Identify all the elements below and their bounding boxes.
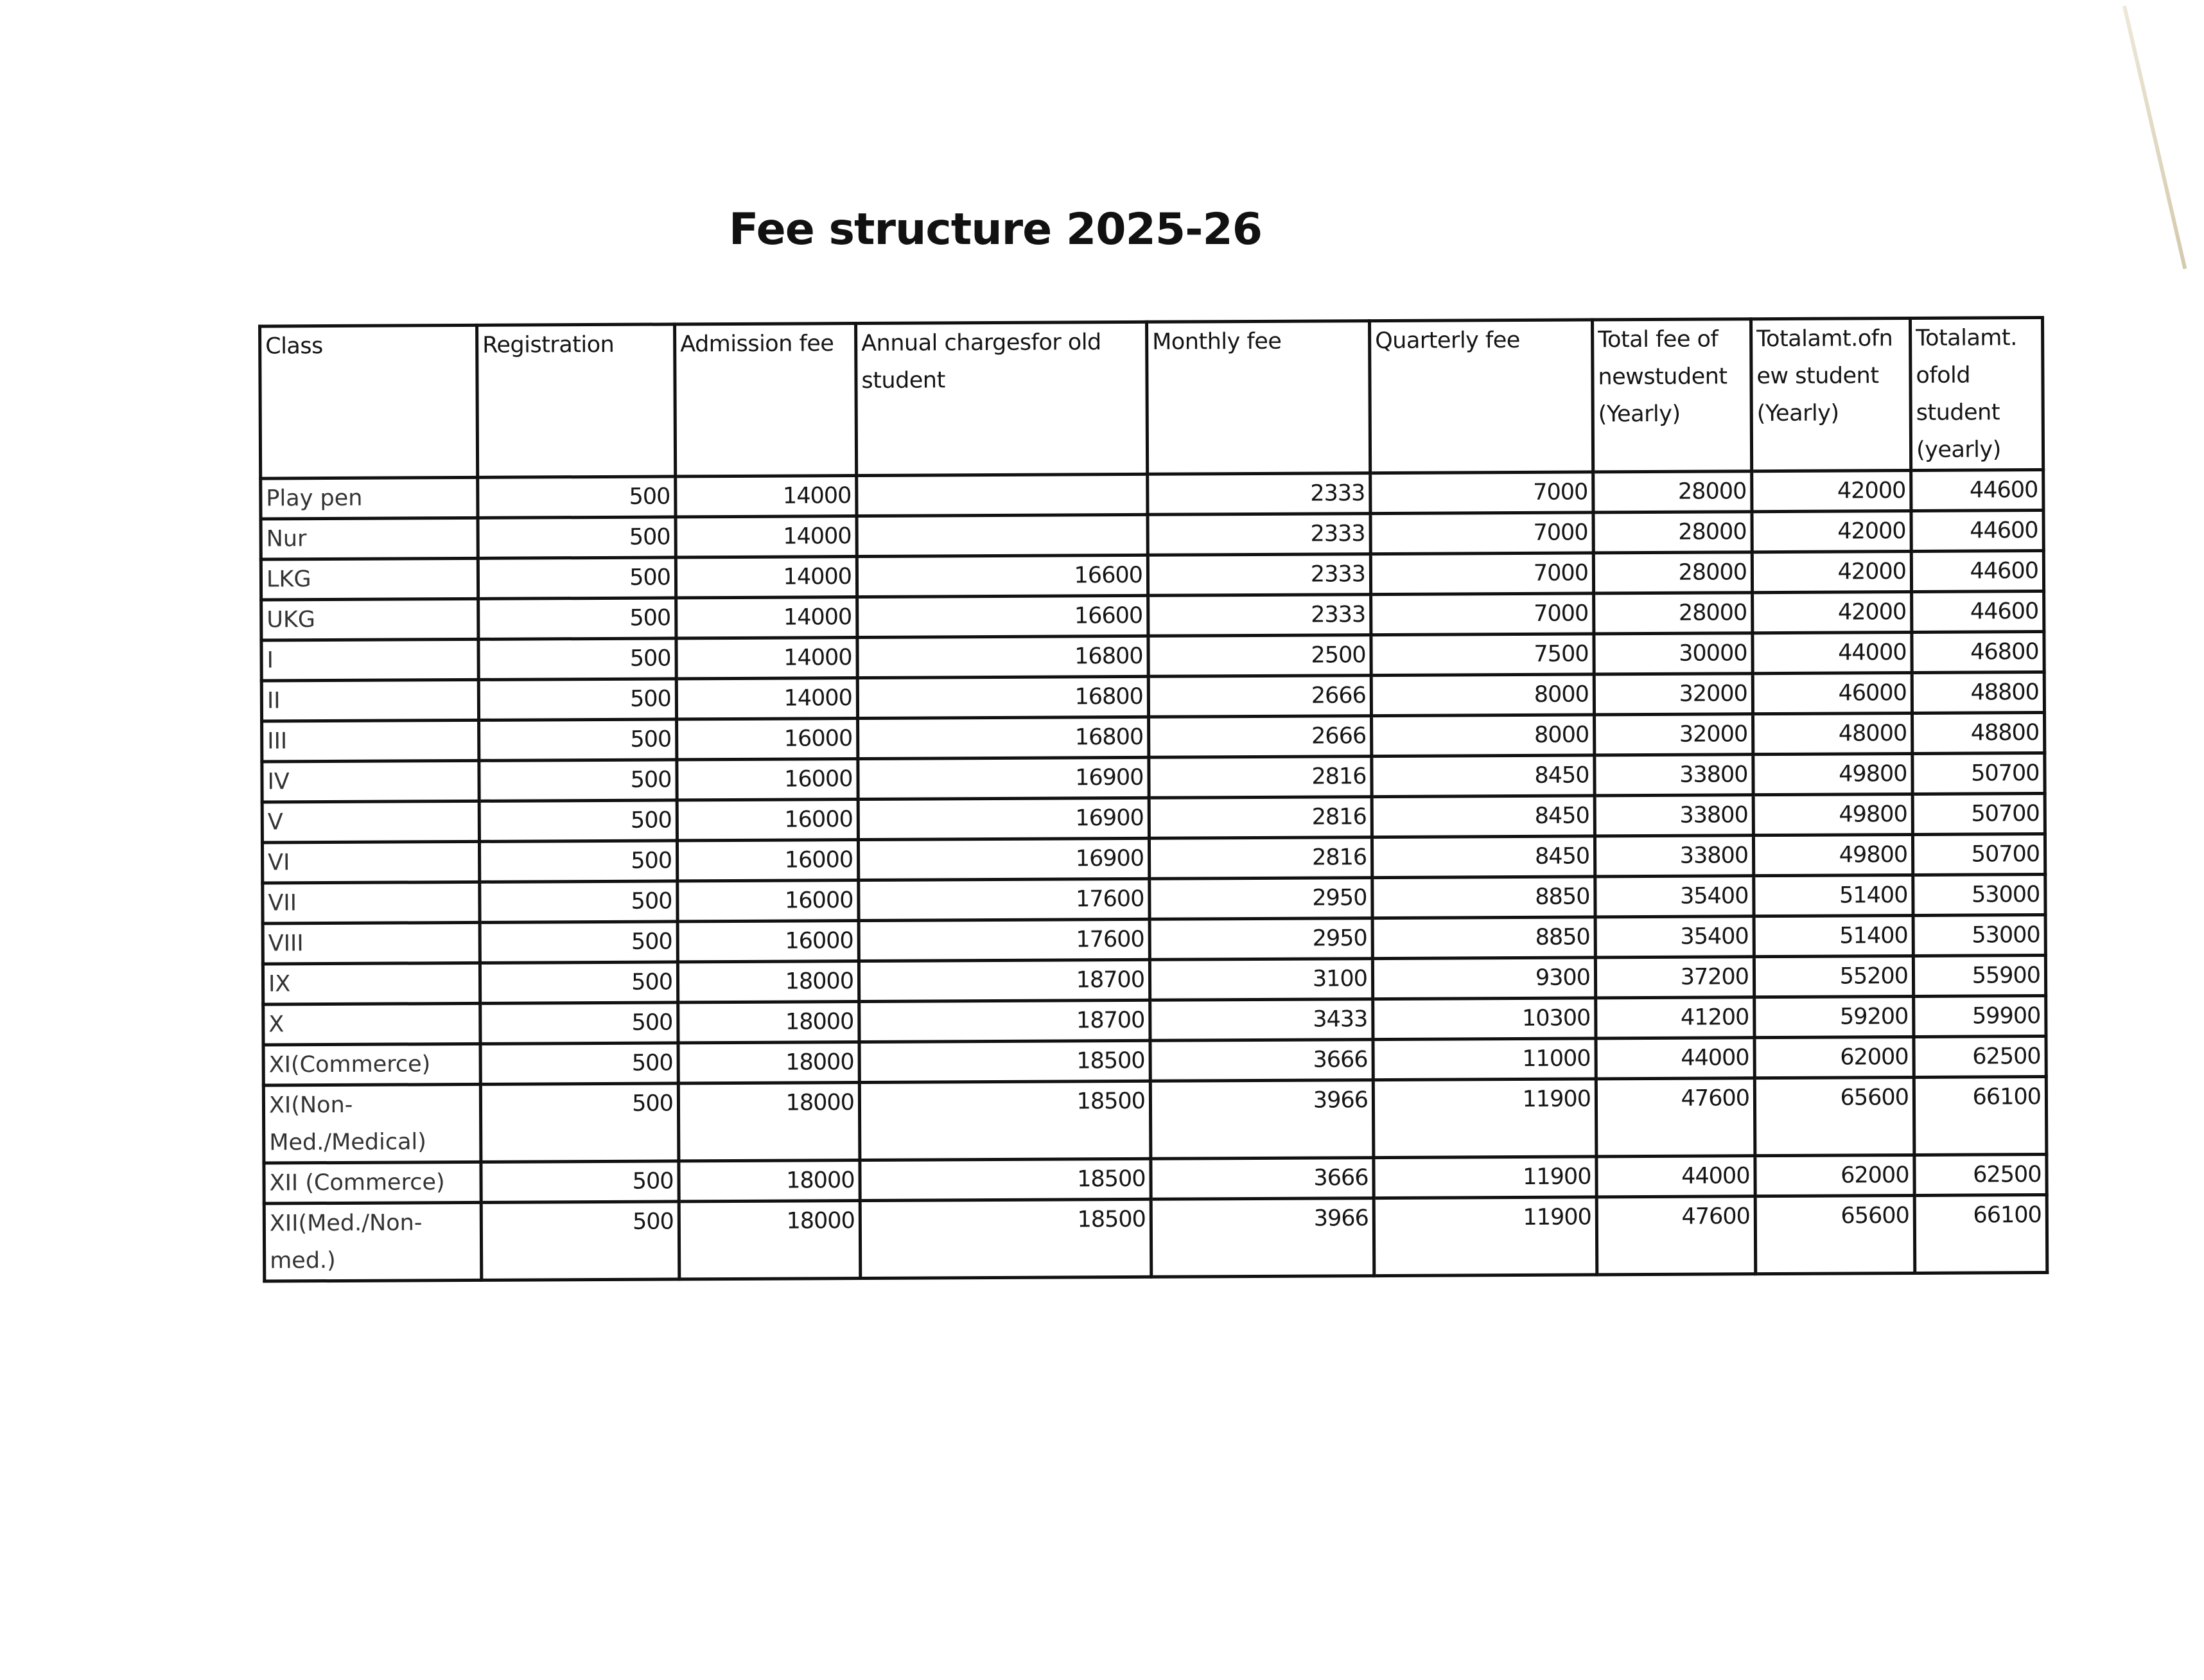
cell-quarterly-fee: 7500 <box>1371 634 1594 676</box>
cell-total-new-student: 28000 <box>1593 552 1752 593</box>
cell-monthly-fee: 3666 <box>1151 1158 1374 1200</box>
cell-registration: 500 <box>480 1002 678 1044</box>
cell-admission-fee: 18000 <box>678 1042 859 1083</box>
cell-total-amt-old-student: 48800 <box>1912 672 2044 713</box>
cell-quarterly-fee: 8850 <box>1372 877 1595 918</box>
cell-total-new-student: 33800 <box>1595 795 1753 836</box>
cell-class: IV <box>262 760 479 802</box>
cell-registration: 500 <box>479 800 677 842</box>
cell-class: IX <box>263 963 480 1004</box>
cell-total-new-student: 41200 <box>1596 997 1754 1038</box>
header-registration: Registration <box>477 324 676 478</box>
cell-class: V <box>262 801 479 843</box>
cell-total-amt-old-student: 53000 <box>1913 914 2045 956</box>
cell-monthly-fee: 3100 <box>1150 959 1372 1001</box>
cell-monthly-fee: 2666 <box>1148 676 1371 717</box>
cell-total-amt-old-student: 62500 <box>1914 1036 2046 1077</box>
cell-total-amt-new-student: 65600 <box>1754 1077 1914 1155</box>
cell-annual-charges: 18500 <box>859 1081 1151 1160</box>
cell-class: XI(Commerce) <box>263 1044 480 1085</box>
cell-quarterly-fee: 7000 <box>1370 553 1593 595</box>
cell-total-new-student: 33800 <box>1595 836 1753 877</box>
cell-monthly-fee: 3666 <box>1150 1040 1373 1081</box>
cell-admission-fee: 16000 <box>677 759 858 800</box>
cell-monthly-fee: 2500 <box>1148 635 1371 677</box>
cell-admission-fee: 18000 <box>678 1083 860 1161</box>
header-admission-fee: Admission fee <box>675 324 857 477</box>
cell-registration: 500 <box>480 922 678 963</box>
cell-registration: 500 <box>478 598 676 640</box>
page-title: Fee structure 2025-26 <box>728 204 1263 255</box>
cell-quarterly-fee: 7000 <box>1370 512 1593 554</box>
header-total-new-student: Total fee of newstudent (Yearly) <box>1593 319 1752 472</box>
cell-total-amt-old-student: 44600 <box>1911 469 2043 511</box>
cell-monthly-fee: 2333 <box>1148 473 1370 515</box>
cell-class: I <box>261 639 478 681</box>
cell-total-amt-new-student: 65600 <box>1755 1195 1915 1273</box>
cell-annual-charges: 16800 <box>857 636 1148 678</box>
cell-total-amt-new-student: 55200 <box>1754 956 1913 997</box>
cell-annual-charges: 16900 <box>858 757 1149 799</box>
header-class: Class <box>260 325 478 478</box>
cell-registration: 500 <box>480 1043 678 1085</box>
cell-total-new-student: 33800 <box>1595 755 1753 796</box>
cell-monthly-fee: 2816 <box>1149 837 1372 879</box>
cell-total-amt-new-student: 51400 <box>1754 875 1913 916</box>
cell-registration: 500 <box>480 1083 679 1162</box>
cell-total-new-student: 35400 <box>1595 876 1754 917</box>
cell-registration: 500 <box>480 881 678 923</box>
cell-annual-charges: 18700 <box>859 959 1150 1001</box>
cell-quarterly-fee: 8450 <box>1372 796 1595 837</box>
cell-total-amt-old-student: 59900 <box>1914 995 2046 1037</box>
cell-admission-fee: 16000 <box>678 921 859 962</box>
cell-total-amt-new-student: 42000 <box>1752 470 1911 511</box>
cell-total-amt-new-student: 48000 <box>1753 713 1912 754</box>
cell-total-amt-new-student: 42000 <box>1753 591 1912 633</box>
cell-registration: 500 <box>481 1202 679 1281</box>
header-total-amt-old-student: Totalamt. ofold student (yearly) <box>1911 317 2043 470</box>
cell-annual-charges <box>857 474 1148 516</box>
cell-quarterly-fee: 10300 <box>1373 998 1596 1040</box>
cell-annual-charges <box>857 514 1148 556</box>
cell-quarterly-fee: 8450 <box>1372 836 1595 878</box>
cell-monthly-fee: 2333 <box>1148 514 1370 556</box>
cell-total-amt-old-student: 50700 <box>1912 793 2045 834</box>
cell-class: LKG <box>261 558 478 600</box>
cell-quarterly-fee: 11000 <box>1373 1038 1596 1080</box>
cell-total-new-student: 44000 <box>1596 1156 1755 1197</box>
cell-total-new-student: 28000 <box>1593 512 1752 553</box>
cell-class: Nur <box>261 518 478 559</box>
cell-annual-charges: 18500 <box>860 1159 1151 1200</box>
cell-monthly-fee: 3966 <box>1151 1198 1374 1277</box>
cell-total-amt-old-student: 66100 <box>1914 1076 2047 1155</box>
header-annual-charges: Annual chargesfor old student <box>856 322 1148 475</box>
cell-class: VII <box>263 882 480 923</box>
cell-total-amt-new-student: 42000 <box>1752 511 1911 552</box>
cell-total-new-student: 44000 <box>1596 1038 1754 1079</box>
cell-admission-fee: 14000 <box>676 597 857 638</box>
cell-admission-fee: 18000 <box>678 1002 859 1043</box>
cell-annual-charges: 16900 <box>858 838 1149 880</box>
cell-annual-charges: 16600 <box>857 595 1148 637</box>
cell-monthly-fee: 2950 <box>1150 878 1372 920</box>
cell-class: XII(Med./Non-med.) <box>264 1202 482 1281</box>
cell-admission-fee: 18000 <box>679 1160 860 1202</box>
cell-monthly-fee: 3433 <box>1150 999 1373 1041</box>
cell-admission-fee: 14000 <box>676 678 857 719</box>
cell-class: VI <box>262 841 479 883</box>
cell-annual-charges: 18500 <box>860 1199 1151 1278</box>
cell-admission-fee: 14000 <box>676 557 857 598</box>
cell-annual-charges: 16800 <box>858 717 1149 758</box>
cell-total-new-student: 47600 <box>1596 1196 1756 1275</box>
cell-registration: 500 <box>478 638 676 680</box>
cell-total-amt-old-student: 48800 <box>1912 712 2045 753</box>
cell-registration: 500 <box>481 1161 679 1203</box>
cell-total-amt-old-student: 50700 <box>1912 753 2045 794</box>
cell-monthly-fee: 2950 <box>1150 918 1372 960</box>
cell-total-new-student: 47600 <box>1596 1078 1755 1157</box>
cell-total-amt-old-student: 62500 <box>1914 1154 2047 1195</box>
cell-total-new-student: 30000 <box>1594 633 1753 674</box>
cell-total-amt-old-student: 44600 <box>1911 550 2043 591</box>
cell-total-amt-new-student: 59200 <box>1754 996 1914 1037</box>
cell-total-amt-new-student: 49800 <box>1753 794 1912 835</box>
cell-registration: 500 <box>480 962 678 1004</box>
cell-total-amt-old-student: 44600 <box>1911 510 2043 551</box>
cell-class: XII (Commerce) <box>264 1162 481 1203</box>
cell-total-amt-new-student: 42000 <box>1752 551 1911 592</box>
cell-total-amt-old-student: 55900 <box>1913 955 2045 996</box>
cell-admission-fee: 16000 <box>677 840 858 881</box>
cell-class: Play pen <box>261 477 478 519</box>
cell-admission-fee: 18000 <box>679 1201 861 1279</box>
cell-total-new-student: 28000 <box>1593 471 1752 512</box>
cell-total-amt-old-student: 66100 <box>1914 1194 2047 1273</box>
cell-registration: 500 <box>479 841 677 882</box>
cell-total-amt-new-student: 49800 <box>1753 753 1912 794</box>
cell-quarterly-fee: 11900 <box>1374 1157 1596 1198</box>
cell-monthly-fee: 2816 <box>1149 757 1372 798</box>
cell-quarterly-fee: 8850 <box>1372 917 1595 959</box>
cell-total-amt-old-student: 44600 <box>1912 591 2044 632</box>
cell-total-new-student: 32000 <box>1595 714 1753 755</box>
cell-class: XI(Non-Med./Medical) <box>263 1084 481 1163</box>
cell-registration: 500 <box>479 719 677 761</box>
cell-total-new-student: 35400 <box>1595 916 1754 958</box>
fee-structure-table <box>258 316 2049 1283</box>
cell-annual-charges: 16600 <box>857 555 1148 597</box>
cell-total-amt-new-student: 44000 <box>1753 632 1912 673</box>
cell-quarterly-fee: 7000 <box>1370 472 1593 514</box>
cell-registration: 500 <box>478 679 676 721</box>
cell-quarterly-fee: 8000 <box>1371 674 1594 716</box>
cell-quarterly-fee: 7000 <box>1371 593 1594 635</box>
cell-total-amt-new-student: 46000 <box>1753 672 1912 713</box>
cell-admission-fee: 16000 <box>678 880 859 922</box>
cell-monthly-fee: 3966 <box>1150 1080 1374 1159</box>
cell-quarterly-fee: 9300 <box>1372 958 1595 999</box>
cell-annual-charges: 17600 <box>859 919 1150 961</box>
cell-total-amt-old-student: 50700 <box>1912 834 2045 875</box>
cell-monthly-fee: 2666 <box>1149 716 1372 758</box>
cell-annual-charges: 18500 <box>859 1040 1150 1082</box>
header-monthly-fee: Monthly fee <box>1147 321 1370 475</box>
cell-quarterly-fee: 8000 <box>1372 715 1595 757</box>
cell-annual-charges: 16800 <box>857 676 1148 718</box>
cell-monthly-fee: 2333 <box>1148 595 1371 636</box>
cell-admission-fee: 16000 <box>677 719 858 760</box>
cell-registration: 500 <box>478 557 676 599</box>
cell-monthly-fee: 2333 <box>1148 554 1370 596</box>
cell-class: III <box>262 720 479 762</box>
header-quarterly-fee: Quarterly fee <box>1370 320 1593 473</box>
cell-admission-fee: 18000 <box>678 961 859 1002</box>
cell-total-amt-old-student: 46800 <box>1912 631 2044 672</box>
cell-annual-charges: 17600 <box>859 879 1150 920</box>
cell-total-new-student: 32000 <box>1594 674 1753 715</box>
cell-quarterly-fee: 8450 <box>1372 755 1595 797</box>
cell-annual-charges: 18700 <box>859 1000 1150 1042</box>
cell-registration: 500 <box>479 760 677 801</box>
cell-quarterly-fee: 11900 <box>1373 1079 1596 1158</box>
table-row <box>264 1194 2047 1281</box>
fee-table-container <box>258 316 2045 1283</box>
header-total-amt-new-student: Totalamt.ofn ew student (Yearly) <box>1751 318 1911 471</box>
cell-total-amt-old-student: 53000 <box>1913 874 2045 915</box>
cell-total-amt-new-student: 62000 <box>1754 1037 1914 1078</box>
cell-total-amt-new-student: 49800 <box>1753 834 1912 875</box>
cell-registration: 500 <box>478 517 676 559</box>
cell-class: X <box>263 1003 480 1045</box>
cell-annual-charges: 16900 <box>858 798 1149 839</box>
cell-total-amt-new-student: 51400 <box>1754 915 1913 956</box>
cell-admission-fee: 16000 <box>677 800 858 841</box>
cell-registration: 500 <box>478 477 676 518</box>
cell-quarterly-fee: 11900 <box>1374 1197 1597 1276</box>
cell-total-amt-new-student: 62000 <box>1755 1155 1914 1196</box>
table-header-row <box>260 317 2043 478</box>
cell-admission-fee: 14000 <box>676 638 857 679</box>
cell-monthly-fee: 2816 <box>1149 797 1372 839</box>
paper-edge-shadow <box>2122 6 2187 270</box>
cell-admission-fee: 14000 <box>676 516 857 557</box>
cell-class: UKG <box>261 599 478 640</box>
table-row <box>263 1076 2047 1163</box>
cell-class: VIII <box>263 922 480 964</box>
cell-admission-fee: 14000 <box>676 476 857 517</box>
cell-class: II <box>261 679 478 721</box>
table-body <box>261 469 2047 1281</box>
cell-total-new-student: 28000 <box>1594 593 1753 634</box>
cell-total-new-student: 37200 <box>1595 957 1754 998</box>
